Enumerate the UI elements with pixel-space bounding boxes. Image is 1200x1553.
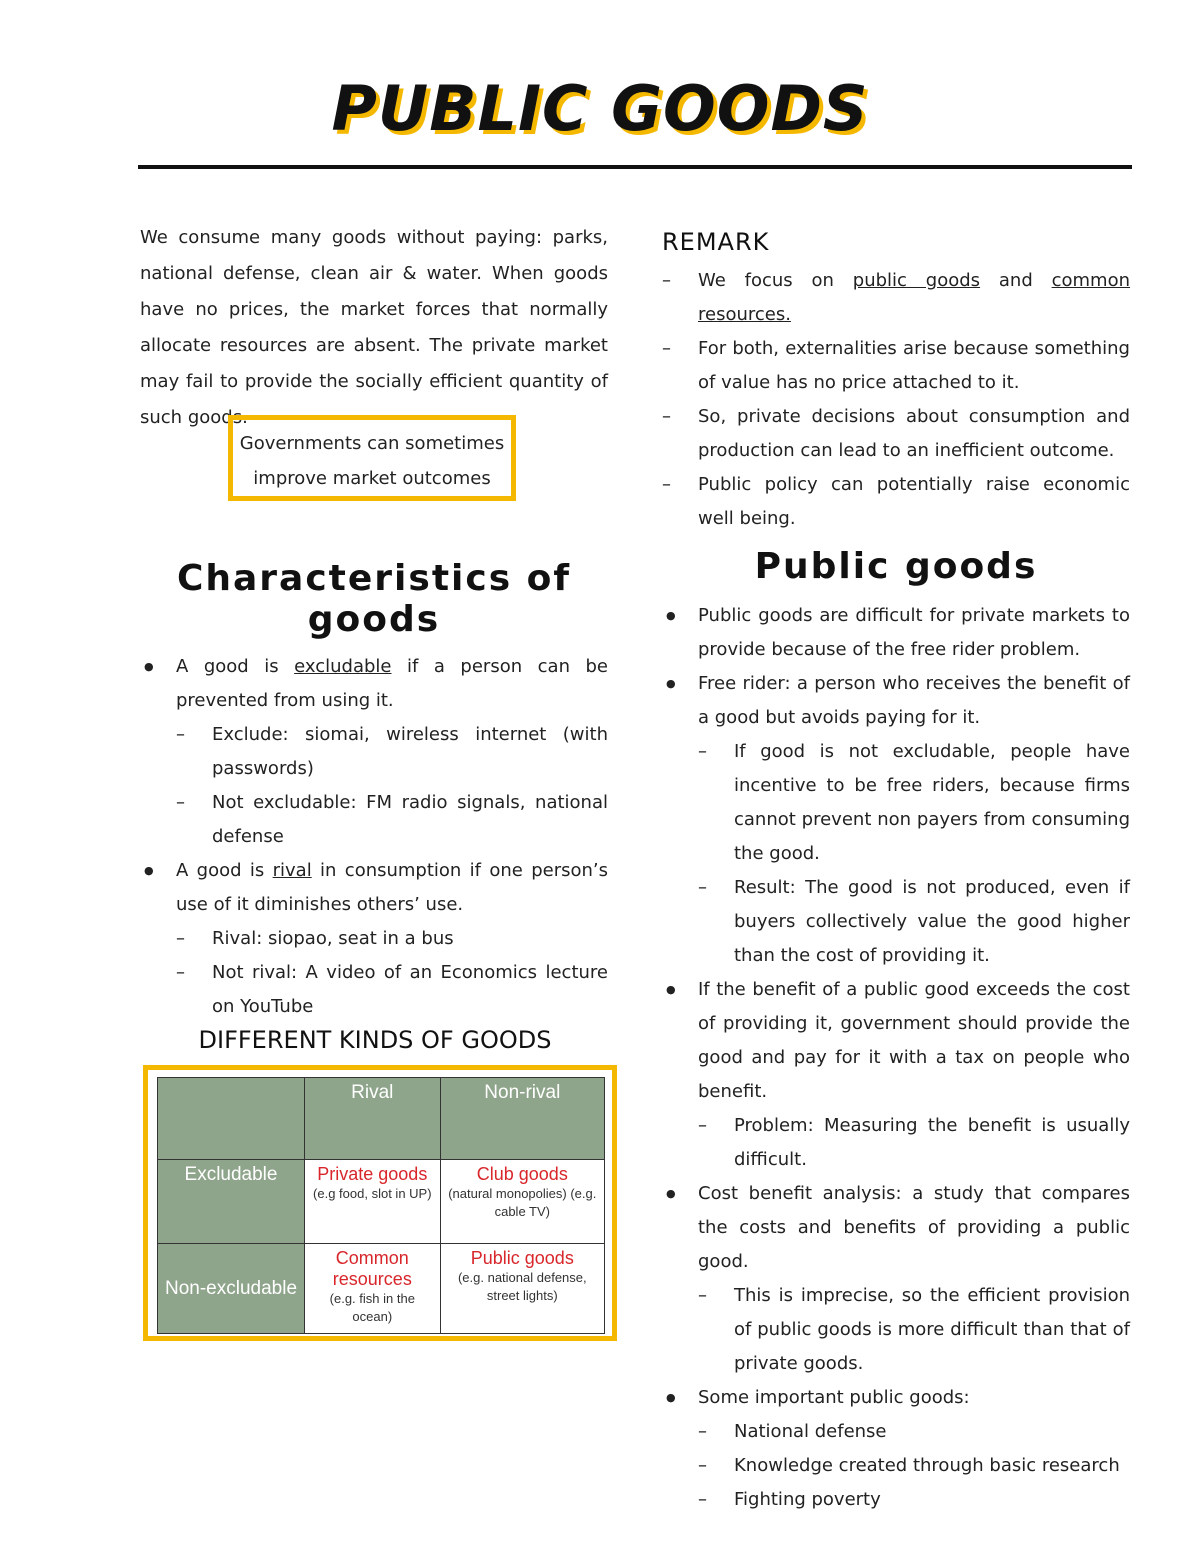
- characteristics-heading: Characteristics of goods: [176, 558, 572, 640]
- column-header-nonrival: Non-rival: [440, 1078, 604, 1160]
- row-header-excludable: Excludable: [158, 1160, 305, 1244]
- list-item: – Rival: siopao, seat in a bus: [176, 922, 608, 956]
- list-item: – Fighting poverty: [698, 1483, 1130, 1517]
- title-divider: [138, 165, 1132, 169]
- common-resources-title: Common resources: [332, 1248, 412, 1289]
- page-title: PUBLIC GOODS: [331, 72, 869, 145]
- list-item: – Problem: Measuring the benefit is usually difficult.: [698, 1109, 1130, 1177]
- row-header-nonexcludable: Non-excludable: [158, 1244, 305, 1334]
- list-item: – Knowledge created through basic research: [698, 1449, 1130, 1483]
- private-goods-title: Private goods: [317, 1164, 428, 1184]
- kinds-table-frame: [143, 1065, 617, 1341]
- remark-item: – For both, externalities arise because something of value has no price attached to it.: [662, 332, 1130, 400]
- intro-section: [140, 220, 608, 436]
- list-item: ● If the benefit of a public good exceeds the cost of providing it, government should provide the good and pay for it with a tax on people who benefit. – Problem: Measuring the benefit is usually difficult.: [662, 973, 1130, 1177]
- list-item: ● Some important public goods: – National defense – Knowledge created through basic research – Fighting poverty: [662, 1381, 1130, 1517]
- kinds-of-goods-table: [157, 1077, 605, 1334]
- excludable-term: excludable: [294, 656, 392, 677]
- table-corner-cell: [158, 1078, 305, 1160]
- list-item: – Exclude: siomai, wireless internet (with passwords): [176, 718, 608, 786]
- public-goods-list: [662, 599, 1130, 1517]
- column-header-rival: Rival: [305, 1078, 441, 1160]
- club-goods-title: Club goods: [476, 1164, 568, 1184]
- list-item: – Not rival: A video of an Economics lecture on YouTube: [176, 956, 608, 1024]
- intro-paragraph: We consume many goods without paying: parks, national defense, clean air & water. When goods have no prices, the market forces that normally allocate resources are absent. The private market may fail to provide the socially efficient quantity of such goods.: [140, 227, 608, 428]
- private-goods-note: (e.g food, slot in UP): [313, 1186, 432, 1201]
- list-item: – Result: The good is not produced, even if buyers collectively value the good higher than the cost of providing it.: [698, 871, 1130, 973]
- government-callout-box: Governments can sometimes improve market outcomes: [228, 415, 516, 501]
- club-goods-cell: [440, 1160, 604, 1244]
- remark-item: – So, private decisions about consumption and production can lead to an inefficient outcome.: [662, 400, 1130, 468]
- remark-heading: REMARK: [662, 228, 770, 256]
- list-item: ● Public goods are difficult for private markets to provide because of the free rider problem.: [662, 599, 1130, 667]
- rival-term: rival: [272, 860, 312, 881]
- public-goods-title: Public goods: [470, 1248, 574, 1268]
- characteristics-section: [140, 558, 608, 1024]
- list-item: – If good is not excludable, people have incentive to be free riders, because firms cannot prevent non payers from consuming the good.: [698, 735, 1130, 871]
- public-goods-term: public goods: [852, 270, 981, 291]
- common-resources-cell: [305, 1244, 441, 1334]
- list-item: – Not excludable: FM radio signals, national defense: [176, 786, 608, 854]
- public-goods-heading: Public goods: [754, 546, 1038, 587]
- remark-section: [662, 228, 1130, 536]
- club-goods-note: (natural monopolies) (e.g. cable TV): [448, 1186, 597, 1219]
- kinds-heading: DIFFERENT KINDS OF GOODS: [198, 1026, 552, 1054]
- remark-item: – We focus on public goods and common resources.: [662, 264, 1130, 332]
- list-item: ● A good is excludable if a person can be prevented from using it. – Exclude: siomai, wireless internet (with passwords) – Not excludable: FM radio signals, national defense: [140, 650, 608, 854]
- public-goods-cell: [440, 1244, 604, 1334]
- list-item: ● A good is rival in consumption if one person’s use of it diminishes others’ use. – Rival: siopao, seat in a bus – Not rival: A video of an Economics lecture on YouTube: [140, 854, 608, 1024]
- list-item: – National defense: [698, 1415, 1130, 1449]
- public-goods-note: (e.g. national defense, street lights): [457, 1270, 587, 1303]
- list-item: ● Free rider: a person who receives the benefit of a good but avoids paying for it. – If good is not excludable, people have incentive to be free riders, because firms cannot prevent non payers from consuming the good. – Result: The good is not produced, even if buyers collectively value the good higher than the cost of providing it.: [662, 667, 1130, 973]
- common-resources-term: common resources.: [698, 270, 1131, 325]
- list-item: ● Cost benefit analysis: a study that compares the costs and benefits of providing a public good. – This is imprecise, so the efficient provision of public goods is more difficult than that of private goods.: [662, 1177, 1130, 1381]
- characteristics-list: [140, 650, 608, 1024]
- remark-item: – Public policy can potentially raise economic well being.: [662, 468, 1130, 536]
- common-resources-note: (e.g. fish in the ocean): [329, 1291, 415, 1324]
- public-goods-section: [662, 546, 1130, 1517]
- list-item: – This is imprecise, so the efficient provision of public goods is more difficult than that of private goods.: [698, 1279, 1130, 1381]
- remark-list: [662, 264, 1130, 536]
- private-goods-cell: [305, 1160, 441, 1244]
